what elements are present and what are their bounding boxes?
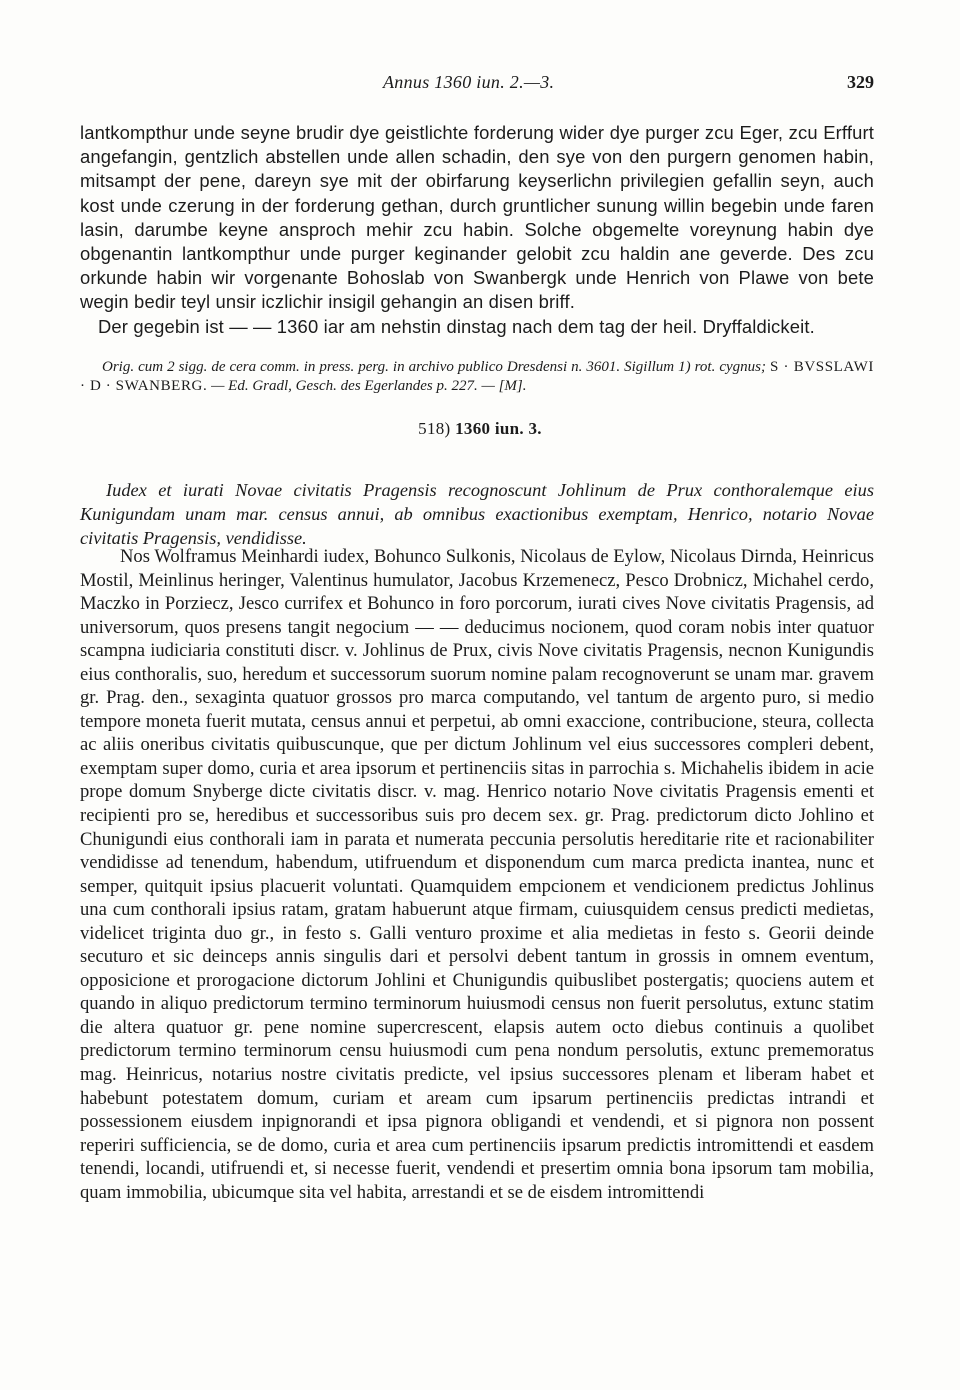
seal-legend: S · BVSSLAWI · D · SWANBERG.: [80, 359, 874, 394]
running-head: Annus 1360 iun. 2.—3.: [383, 72, 555, 92]
document-regest: Iudex et iurati Novae civitatis Pragensis recognoscunt Johlinum de Prux conthoralemque eius Kunigundam unam mar. census annui, ab omnibus exactionibus exemptam, Henrico, notario Novae civitatis Pragensis, vendidisse.: [80, 480, 874, 548]
document-text: [80, 545, 874, 1204]
page-header: [0, 72, 960, 98]
page-number: 329: [847, 72, 874, 92]
document-body: Nos Wolframus Meinhardi iudex, Bohunco Sulkonis, Nicolaus de Eylow, Nicolaus Dirnda, Heinricus Mostil, Meinlinus heringer, Valentinus humulator, Jacobus Krzemenecz, Pesco Drobnicz, Michahel cerdo, Maczko in Porziecz, Jesco currifex et Bohunco in foro porcorum, iurati cives Nove civitatis Pragensis, ad universorum, quos presens tangit negocium — — deducimus nocionem, quod coram nobis inter quatuor scampna iudiciaria constituti discr. v. Johlinus de Prux, civis Nove civitatis Pragensis, necnon Kunigundis eius conthoralis, suo, heredum et successorum suorum nomine palam recognoverunt se unam mar. gravem gr. Prag. den., sexaginta quatuor grossos pro marca computando, vel tantum de argento puro, si medio tempore moneta fuerit mutata, census annui et perpetui, ab omni exaccione, contribucione, steura, collecta ac aliis oneribus civitatis quibuscunque, que per dictum Johlinum vel eius successores compleri debent, exemptam super domo, curia et area ipsorum et pertinenciis sitas in parrochia s. Michahelis ibidem in acie prope domum Snyberge dicte civitatis discr. v. mag. Henrico notario Nove civitatis Pragensis ementi et recipienti pro se, heredibus et successoribus suis pro decem sex. gr. Prag. predictorum dicto Johlino et Chunigundi eius conthorali iam in parata et numerata peccunia persolutis hereditarie rite et racionabiliter vendidisse ad tenendum, habendum, utifruendum et disponendum cum marca predicta inantea, nunc et semper, quitquit ipsius placuerit voluntati. Quamquidem empcionem et vendicionem predictus Johlinus una cum conthorali ipsius ratam, gratam habuerunt atque firmam, cuiusquidem census predicti medietas, videlicet triginta duo gr., in festo s. Galli venturo proxime et alia medietas in festo s. Georii deinde secuturo et sic deinceps annis singulis dari et persolvi debent tantum in grossis in omnem eventum, opposicione et prorogacione dictorum Johlini et Chunigundis quibuslibet postergatis; quociens autem et quando in aliquo predictorum termino terminorum huiusmodi census non fuerit persolutus, extunc statim die altera quatuor gr. pene nomine supercrescent, elapsis autem octo diebus continuis a quolibet predictorum termino terminorum censu huiusmodi cum pena nondum persolutis, extunc prememoratus mag. Heinricus, notarius nostre civitatis predicte, vel ipsius successores plenam et liberam habet et habebunt potestatem domum, curiam et aream cum ipsarum pertinenciis predictas intrandi et possessionem eiusdem inpignorandi et ipsa pignora obligandi et vendendi, et si pignora non possent reperiri sufficiencia, se de domo, curia et area cum pertinenciis ipsarum predictis intromittendi et easdem tenendi, locandi, utifruendi et, si necesse fuerit, vendendi et presertim omnia bona ipsorum tam mobilia, quam immobilia, ubicumque sita vel habita, arrestandi et se de eisdem intromittendi: [80, 546, 874, 1203]
previous-document-text: [80, 121, 874, 339]
previous-document-dating: Der gegebin ist — — 1360 iar am nehstin dinstag nach dem tag der heil. Dryffaldickeit.: [98, 315, 815, 337]
source-note-part2: — Ed. Gradl, Gesch. des Egerlandes p. 227. — [M].: [207, 378, 527, 394]
source-note-part1: Orig. cum 2 sigg. de cera comm. in press. perg. in archivo publico Dresdensi n. 3601. Sigillum 1) rot. cygnus;: [102, 359, 770, 375]
document-date: 1360 iun. 3.: [455, 419, 542, 438]
source-note: [80, 358, 874, 396]
document-heading: [0, 419, 960, 439]
document-number: 518): [418, 419, 451, 438]
previous-document-body: lantkompthur unde seyne brudir dye geistlichte forderung wider dye purger zcu Eger, zcu Erffurt angefangin, gentzlich abstellen unde allen schadin, den sye von den purgern genomen habin, mitsampt der pene, dareyn sye mit der obirfarung keyserlichn privilegien gefallin seyn, auch kost unde czerung in der forderung gethan, durch gruntlicher sunung willin begebin unde faren lasin, darumbe keyne ansproch mehir zcu habin. Solche obgemelte voreynung habin dye obgenantin lantkompthur unde purger keginander gelobit zcu haldin ane geverde. Des zcu orkunde habin wir vorgenante Bohoslab von Swanbergk unde Henrich von Plawe von bete wegin bedir teyl unsir iczlichir insigil gehangin an disen briff.: [80, 122, 874, 313]
